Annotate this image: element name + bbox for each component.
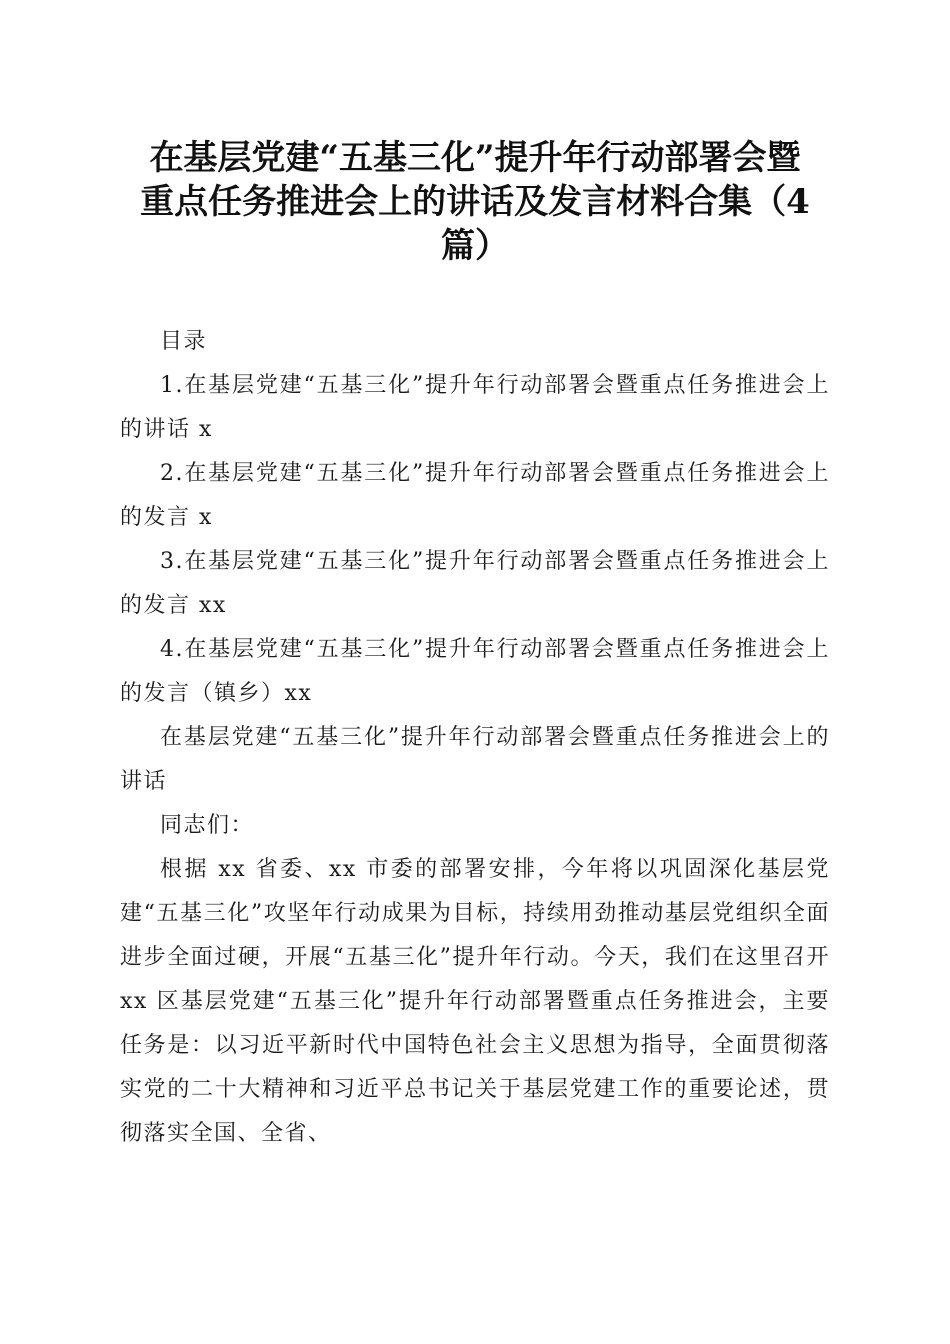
greeting: 同志们： [160,813,255,838]
title-line-2: 重点任务推进会上的讲话及发言材料合集（4 [140,182,810,222]
title-line-3: 篇） [441,226,509,266]
body-paragraph: 根据 xx 省委、xx 市委的部署安排，今年将以巩固深化基层党建“五基三化”攻坚年行动成果为目标，持续用劲推动基层党组织全面进步全面过硬，开展“五基三化”提升年行动。今天，我们在这里召开 xx 区基层党建“五基三化”提升年行动部署暨重点任务推进会，主要任务是：以习近平新时代中国特色社会主义思想为指导，全面贯彻落实党的二十大精神和习近平总书记关于基层党建工作的重要论述，贯彻落实全国、全省、 [120,857,830,1146]
toc-item-1: 1.在基层党建“五基三化”提升年行动部署会暨重点任务推进会上的讲话 x [120,373,830,442]
title-line-1: 在基层党建“五基三化”提升年行动部署会暨 [149,138,801,178]
document-body [120,320,830,1156]
document-title [110,136,840,268]
toc-item-4: 4.在基层党建“五基三化”提升年行动部署会暨重点任务推进会上的发言（镇乡）xx [120,637,830,706]
section-title: 在基层党建“五基三化”提升年行动部署会暨重点任务推进会上的讲话 [120,725,830,794]
toc-item-2: 2.在基层党建“五基三化”提升年行动部署会暨重点任务推进会上的发言 x [120,461,830,530]
toc-heading: 目录 [160,329,208,354]
toc-item-3: 3.在基层党建“五基三化”提升年行动部署会暨重点任务推进会上的发言 xx [120,549,830,618]
